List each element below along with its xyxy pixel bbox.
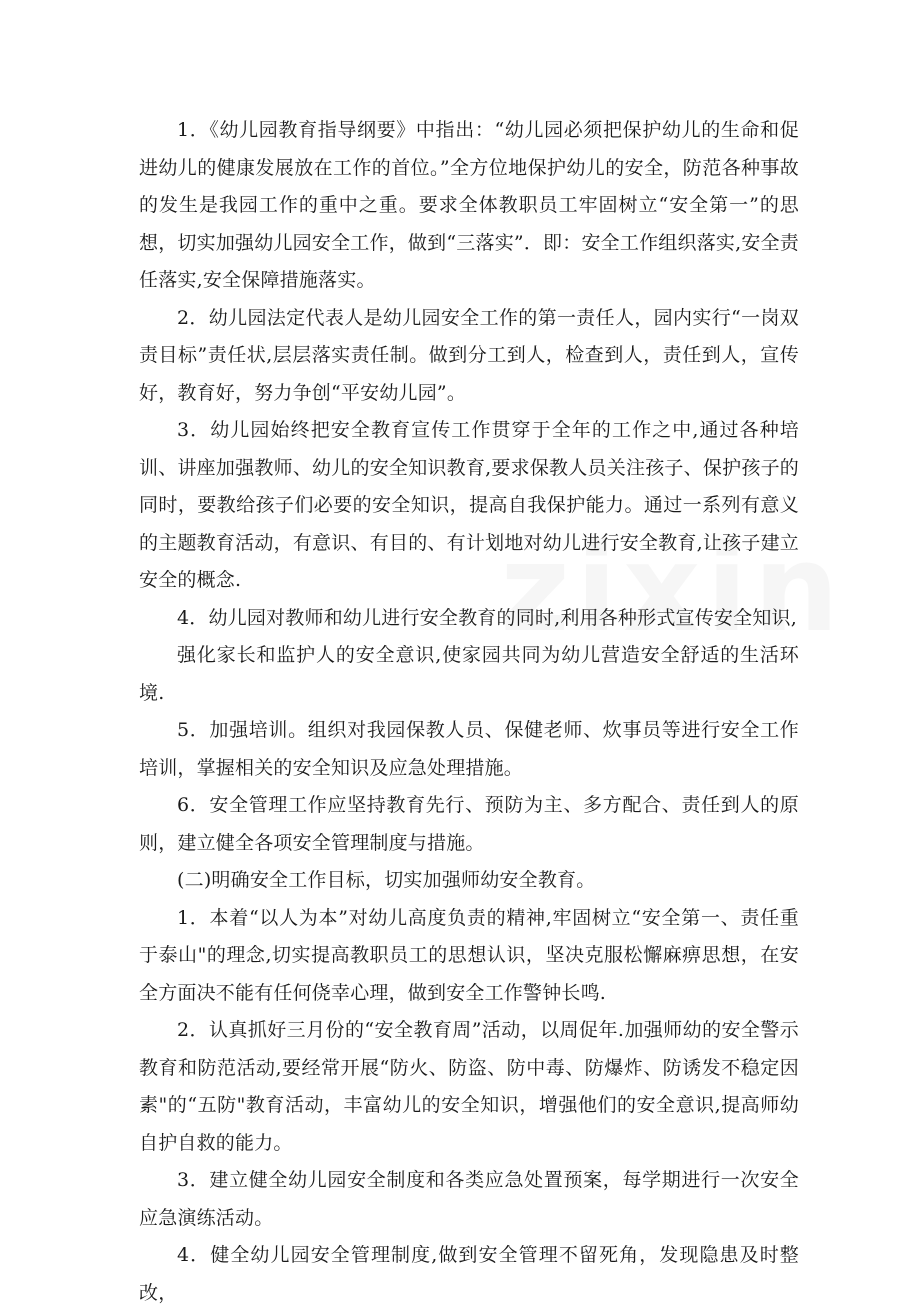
paragraph-5: 5．加强培训。组织对我园保教人员、保健老师、炊事员等进行安全工作培训，掌握相关的安全知识及应急处理措施。 [139, 719, 799, 779]
paragraph-2-2: 2．认真抓好三月份的“安全教育周”活动，以周促年.加强师幼的安全警示教育和防范活动,要经常开展“防火、防盗、防中毒、防爆炸、防诱发不稳定因素"的“五防"教育活动，丰富幼儿的安全知识，增强他们的安全意识,提高师幼自护自救的能力。 [139, 1019, 799, 1154]
section-heading-2: (二)明确安全工作目标，切实加强师幼安全教育。 [177, 869, 596, 891]
paragraph-1: 1．《幼儿园教育指导纲要》中指出：“幼儿园必须把保护幼儿的生命和促进幼儿的健康发展放在工作的首位。”全方位地保护幼儿的安全，防范各种事故的发生是我园工作的重中之重。要求全体教职员工牢固树立“安全第一”的思想，切实加强幼儿园安全工作，做到“三落实”．即：安全工作组织落实,安全责任落实,安全保障措施落实。 [139, 119, 799, 291]
paragraph-2: 2．幼儿园法定代表人是幼儿园安全工作的第一责任人，园内实行“一岗双责目标”责任状,层层落实责任制。做到分工到人，检查到人，责任到人，宣传好，教育好，努力争创“平安幼儿园”。 [139, 306, 799, 404]
document-body [139, 112, 799, 1312]
paragraph-3: 3．幼儿园始终把安全教育宣传工作贯穿于全年的工作之中,通过各种培训、讲座加强教师、幼儿的安全知识教育,要求保教人员关注孩子、保护孩子的同时，要教给孩子们必要的安全知识，提高自我保护能力。通过一系列有意义的主题教育活动，有意识、有目的、有计划地对幼儿进行安全教育,让孩子建立安全的概念. [139, 419, 799, 591]
paragraph-4-continued: 强化家长和监护人的安全意识,使家园共同为幼儿营造安全舒适的生活环境. [139, 644, 799, 704]
paragraph-2-1: 1．本着“以人为本”对幼儿高度负责的精神,牢固树立“安全第一、责任重于泰山"的理念,切实提高教职员工的思想认识，坚决克服松懈麻痹思想，在安全方面决不能有任何侥幸心理，做到安全工作警钟长鸣. [139, 906, 799, 1004]
paragraph-4: 4．幼儿园对教师和幼儿进行安全教育的同时,利用各种形式宣传安全知识, [177, 606, 797, 629]
paragraph-2-3: 3．建立健全幼儿园安全制度和各类应急处置预案，每学期进行一次安全应急演练活动。 [139, 1169, 799, 1229]
paragraph-2-4: 4．健全幼儿园安全管理制度,做到安全管理不留死角，发现隐患及时整改， [139, 1244, 799, 1304]
paragraph-6: 6．安全管理工作应坚持教育先行、预防为主、多方配合、责任到人的原则，建立健全各项安全管理制度与措施。 [139, 794, 799, 854]
